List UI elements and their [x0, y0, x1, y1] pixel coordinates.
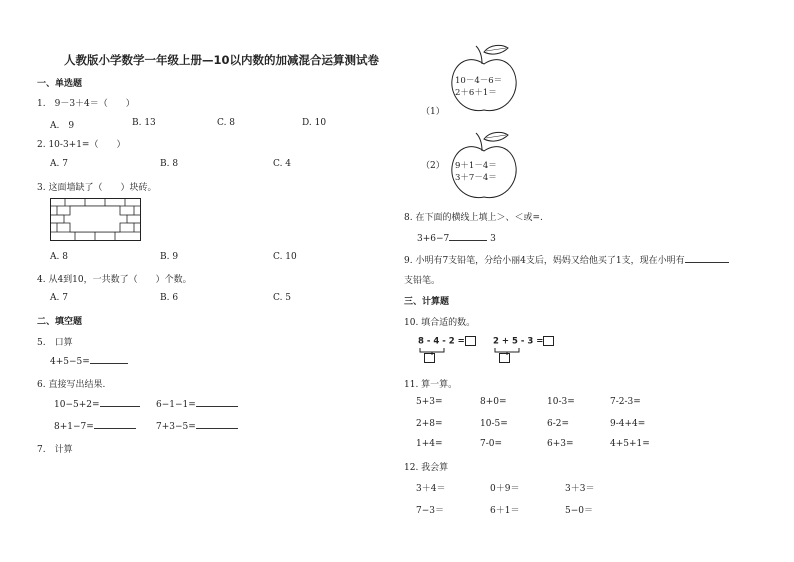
apple-1-line-1: 10－4－6＝ — [455, 76, 503, 86]
q2-option-b[interactable]: B. 8 — [160, 159, 179, 169]
q12-item: 3＋4＝ — [416, 484, 446, 494]
q11-stem: 11. 算一算。 — [404, 380, 458, 390]
q11-item: 6+3= — [547, 439, 574, 449]
apple-2-line-2: 3＋7－4＝ — [455, 173, 497, 183]
section-heading-fill-blank: 二、填空题 — [37, 317, 83, 327]
q3-option-b[interactable]: B. 9 — [160, 252, 179, 262]
q6-expr-1: 10−5+2= — [54, 398, 140, 410]
q10-answer-box-1[interactable] — [465, 336, 476, 346]
q8-stem: 8. 在下面的横线上填上＞、＜或=. — [404, 213, 543, 223]
q1-option-c[interactable]: C. 8 — [217, 118, 236, 128]
q6-expr-3: 8+1−7= — [54, 420, 136, 432]
q4-option-b[interactable]: B. 6 — [160, 293, 179, 303]
q9-tail: 支铅笔。 — [404, 276, 441, 286]
q10-expr-1: 8 - 4 - 2 = — [418, 336, 476, 347]
q2-option-c[interactable]: C. 4 — [273, 159, 292, 169]
q5-expression: 4+5−5= — [50, 355, 128, 367]
q11-item: 2+8= — [416, 419, 443, 429]
apple-2-label: （2） — [421, 161, 445, 171]
q4-option-a[interactable]: A. 7 — [50, 293, 68, 303]
q12-item: 0＋9＝ — [490, 484, 520, 494]
q11-item: 8+0= — [480, 397, 507, 407]
q12-item: 7−3＝ — [416, 506, 444, 516]
q12-stem: 12. 我会算 — [404, 463, 449, 473]
q6-blank-1[interactable] — [100, 398, 140, 407]
q11-item: 1+4= — [416, 439, 443, 449]
q12-item: 5−0＝ — [565, 506, 593, 516]
q1-option-a[interactable]: A. 9 — [50, 121, 75, 131]
q1-option-d[interactable]: D. 10 — [302, 118, 327, 128]
q2-stem: 2. 10-3+1=（ ） — [37, 140, 126, 150]
section-heading-single-choice: 一、单选题 — [37, 79, 83, 89]
q11-item: 4+5+1= — [610, 439, 650, 449]
q1-stem: 1. 9－3＋4＝（ ） — [37, 99, 135, 109]
q5-answer-blank[interactable] — [90, 355, 128, 364]
q11-item: 7-0= — [480, 439, 503, 449]
q10-expr-2: 2 + 5 - 3 = — [493, 336, 554, 347]
section-heading-calculation: 三、计算题 — [404, 297, 450, 307]
q10-sub-box-2[interactable] — [499, 353, 510, 363]
q2-option-a[interactable]: A. 7 — [50, 159, 68, 169]
q11-item: 10-5= — [480, 419, 508, 429]
brick-wall-figure — [50, 198, 142, 242]
q6-blank-2[interactable] — [196, 398, 238, 407]
apple-1-label: （1） — [421, 107, 445, 117]
q6-blank-4[interactable] — [196, 420, 238, 429]
q10-answer-box-2[interactable] — [543, 336, 554, 346]
q6-expr-2: 6−1−1= — [156, 398, 238, 410]
q9-answer-blank[interactable] — [685, 254, 729, 263]
q4-stem: 4. 从4到10，一共数了（ ）个数。 — [37, 275, 192, 285]
q3-stem: 3. 这面墙缺了（ ）块砖。 — [37, 183, 157, 193]
q11-item: 10-3= — [547, 397, 575, 407]
q9-stem: 9. 小明有7支铅笔，分给小丽4支后，妈妈又给他买了1支，现在小明有 — [404, 253, 729, 266]
q10-sub-box-1[interactable] — [424, 353, 435, 363]
q7-stem: 7. 计算 — [37, 445, 73, 455]
q3-option-c[interactable]: C. 10 — [273, 252, 297, 262]
q12-item: 3＋3＝ — [565, 484, 595, 494]
q3-option-a[interactable]: A. 8 — [50, 252, 68, 262]
q11-item: 5+3= — [416, 397, 443, 407]
q11-item: 6-2= — [547, 419, 570, 429]
q6-expr-4: 7+3−5= — [156, 420, 238, 432]
q8-expression: 3+6−7 3 — [417, 234, 496, 244]
page-title: 人教版小学数学一年级上册—10以内数的加减混合运算测试卷 — [64, 53, 380, 67]
q12-item: 6＋1＝ — [490, 506, 520, 516]
q11-item: 9-4+4= — [610, 419, 646, 429]
q11-item: 7-2-3= — [610, 397, 641, 407]
q6-blank-3[interactable] — [94, 420, 136, 429]
q10-stem: 10. 填合适的数。 — [404, 318, 476, 328]
q6-stem: 6. 直接写出结果. — [37, 380, 106, 390]
q5-stem: 5. 口算 — [37, 338, 73, 348]
apple-2-line-1: 9＋1－4＝ — [455, 161, 497, 171]
q8-compare-blank[interactable] — [449, 232, 487, 241]
q4-option-c[interactable]: C. 5 — [273, 293, 292, 303]
apple-1-line-2: 2＋6＋1＝ — [455, 88, 497, 98]
q1-option-b[interactable]: B. 13 — [132, 118, 156, 128]
